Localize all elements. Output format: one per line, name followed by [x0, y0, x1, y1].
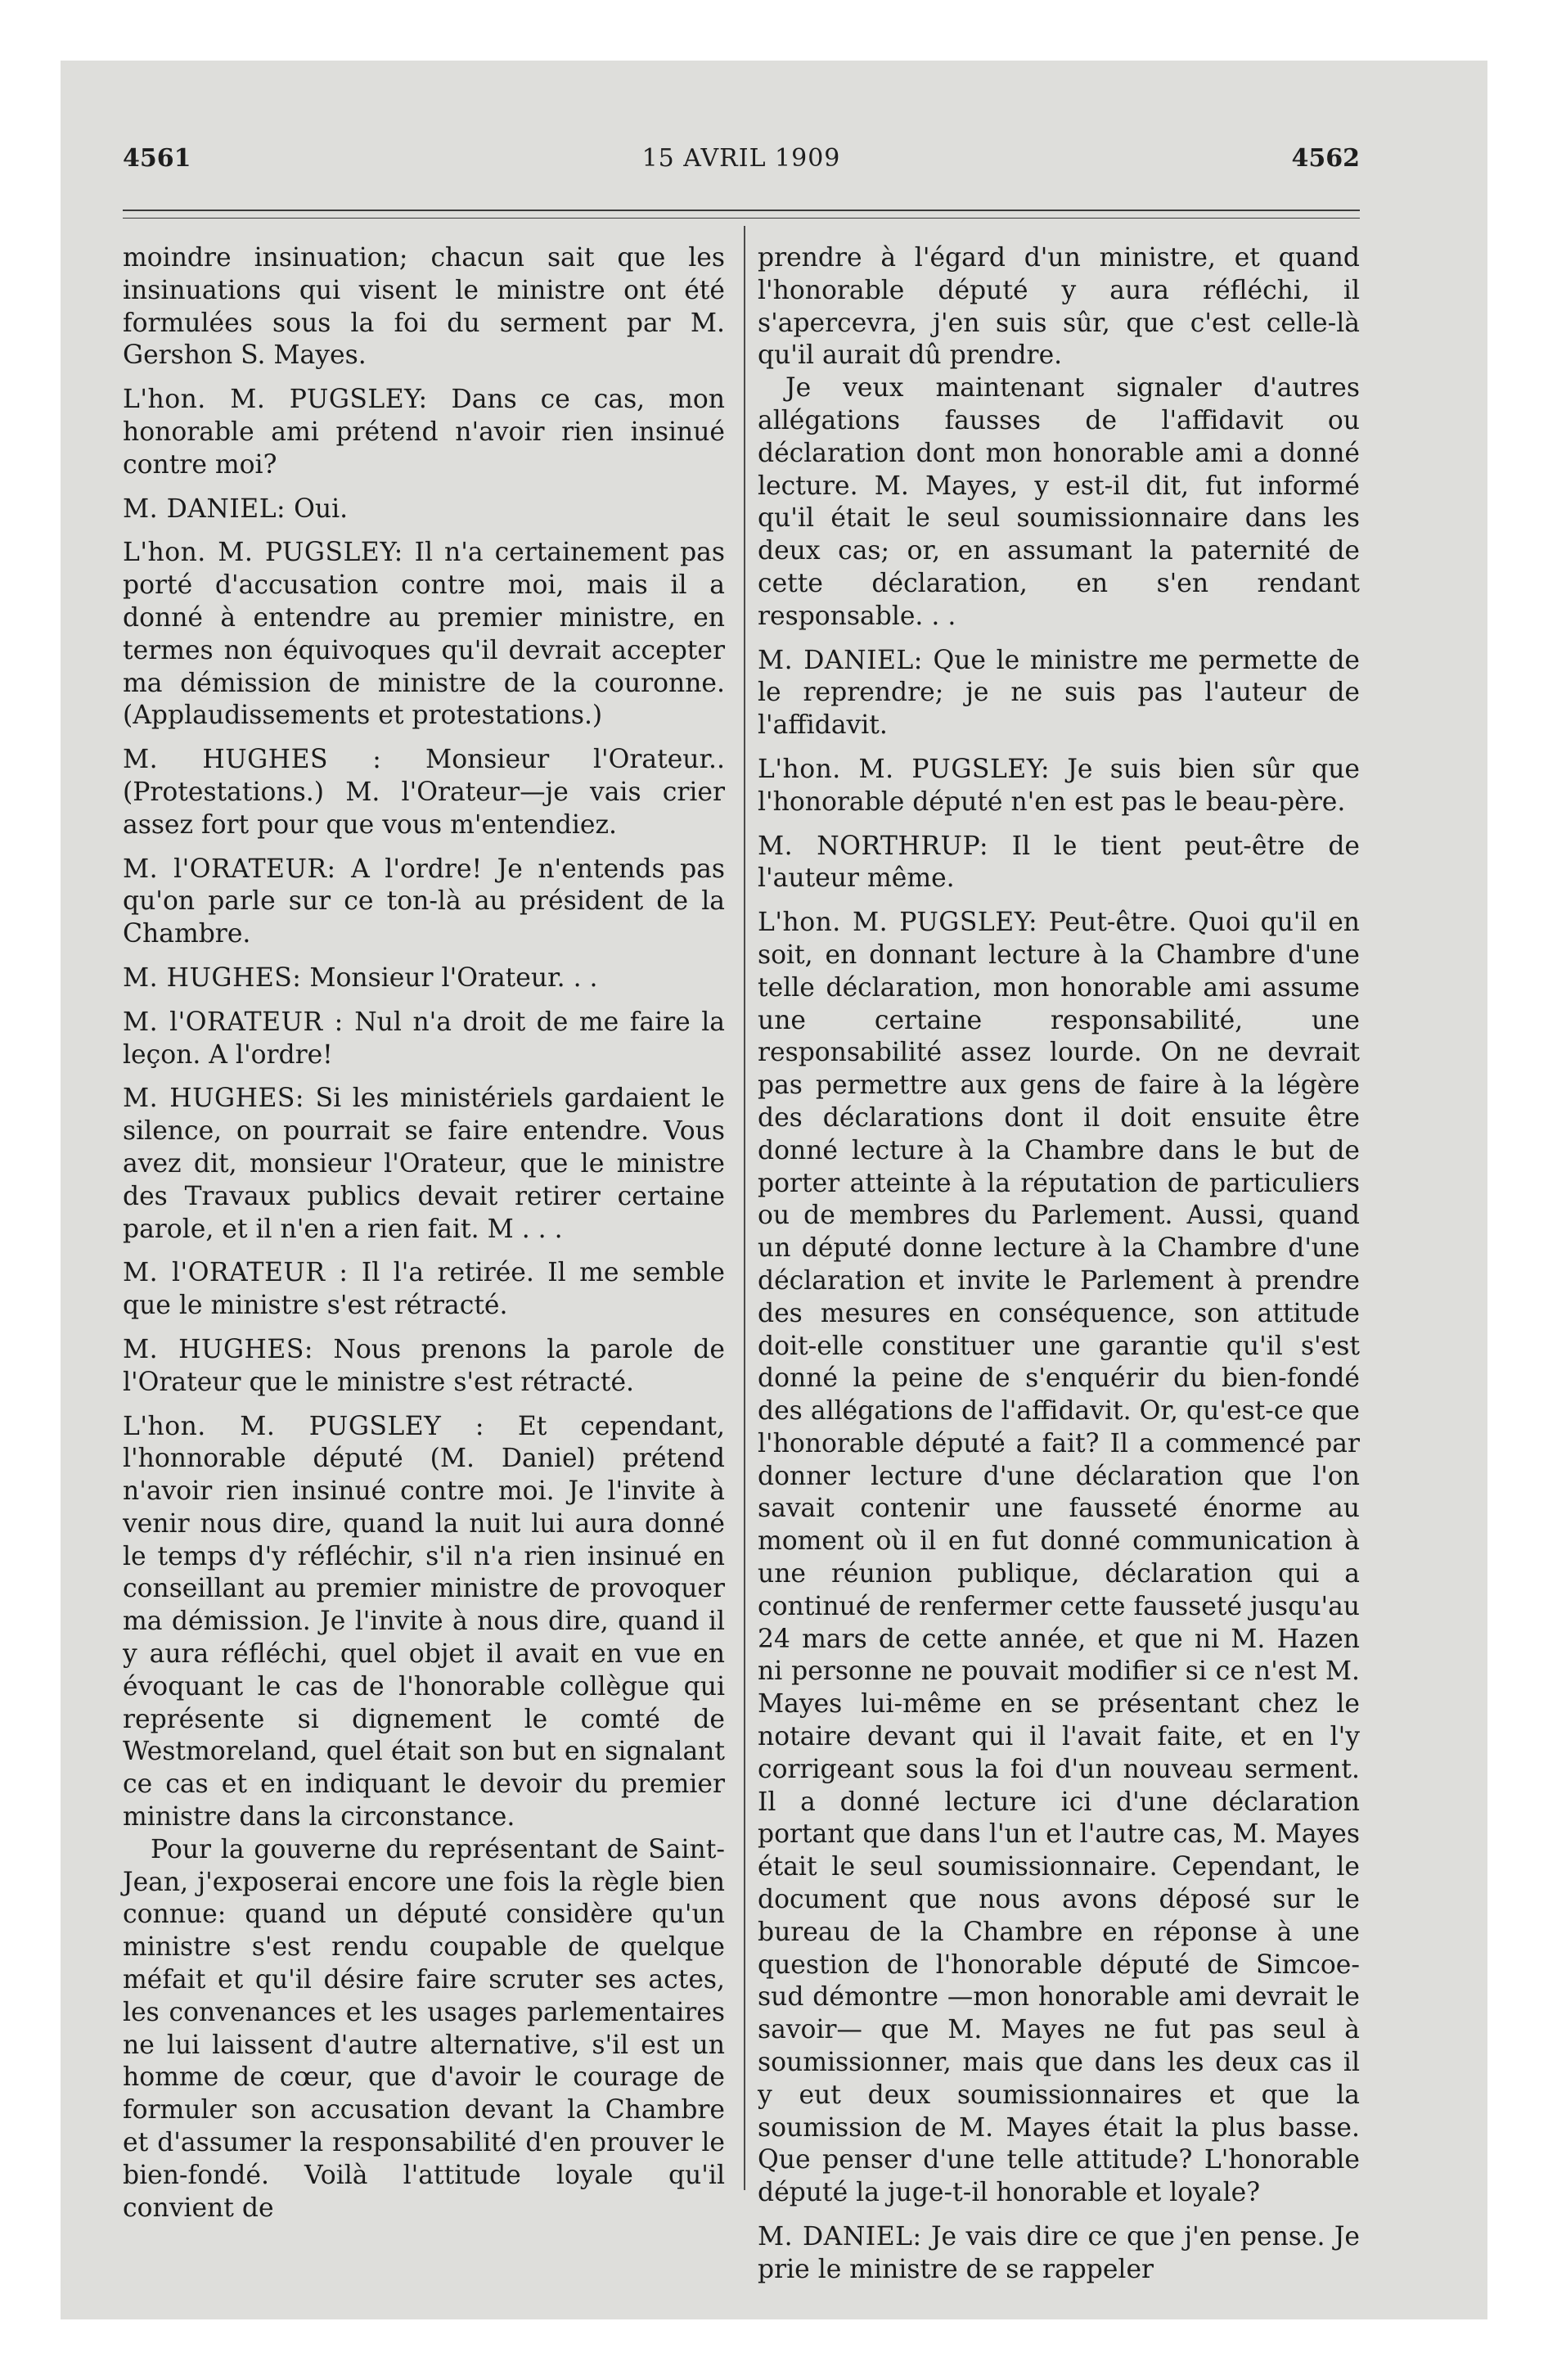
speaker-name: M. DANIEL:: [758, 2222, 922, 2252]
speaker-name: L'hon. M. PUGSLEY:: [123, 385, 428, 415]
paragraph: [758, 754, 1360, 819]
speaker-name: M. l'ORATEUR:: [123, 854, 336, 884]
paragraph: [758, 831, 1360, 896]
speaker-name: M. DANIEL:: [123, 494, 286, 524]
paragraph-text: A l'ordre! Je n'entends pas qu'on parle sur ce ton-là au président de la Chambre.: [123, 854, 726, 949]
speaker-name: L'hon. M. PUGSLEY:: [758, 754, 1051, 784]
paragraph: [758, 372, 1360, 633]
paragraph: [123, 242, 725, 372]
paragraph-text: Il l'a retirée. Il me semble que le ministre s'est rétracté.: [123, 1258, 725, 1321]
speaker-name: L'hon. M. PUGSLEY:: [758, 908, 1038, 938]
speaker-name: M. HUGHES :: [123, 745, 382, 775]
page-header: [123, 136, 1360, 185]
paragraph: [123, 962, 725, 995]
speaker-name: M. l'ORATEUR :: [123, 1007, 344, 1037]
paragraph: [123, 1007, 725, 1072]
paragraph-text: Monsieur l'Orateur. . .: [309, 962, 598, 993]
paragraph-text: Nous prenons la parole de l'Orateur que le ministre s'est rétracté.: [123, 1334, 726, 1397]
header-rule-thin: [123, 218, 1360, 219]
page-date: 15 AVRIL 1909: [641, 144, 841, 173]
paragraph-text: Dans ce cas, mon honorable ami prétend n'avoir rien insinué contre moi?: [123, 385, 725, 480]
paragraph: [123, 1411, 725, 1834]
paragraph-text: moindre insinuation; chacun sait que les insinuations qui visent le ministre ont été formulées sous la foi du serment par M. Gershon S. Mayes.: [123, 243, 725, 371]
left-column: [123, 242, 726, 2223]
speaker-name: M. l'ORATEUR :: [123, 1258, 349, 1288]
right-column: [758, 242, 1360, 2284]
paragraph: [123, 854, 725, 951]
paragraph-text: Monsieur l'Orateur.. (Protestations.) M. l'Orateur—je vais crier assez fort pour que vous m'entendiez.: [123, 745, 726, 840]
paragraph-text: Que le ministre me permette de le reprendre; je ne suis pas l'auteur de l'affidavit.: [758, 645, 1360, 741]
paragraph-text: Si les ministériels gardaient le silence, on pourrait se faire entendre. Vous avez dit, monsieur l'Orateur, que le ministre des Travaux publics devait retirer certaine parole, et il n'en a rien fait. M . . .: [123, 1084, 725, 1244]
paragraph: [758, 242, 1360, 372]
paragraph: [123, 1257, 725, 1323]
paragraph-text: Pour la gouverne du représentant de Saint-Jean, j'exposerai encore une fois la règle bien connue: quand un député considère qu'un ministre s'est rendu coupable de quelque méfait et qu'il désire faire scruter ses actes, les convenances et les usages parlementaires ne lui laissent d'autre alternative, s'il est un homme de cœur, que d'avoir le courage de formuler son accusation devant la Chambre et d'assumer la responsabilité d'en prouver le bien-fondé. Voilà l'attitude loyale qu'il convient de: [123, 1834, 725, 2223]
paragraph: [123, 1083, 725, 1246]
paragraph-text: Peut-être. Quoi qu'il en soit, en donnant lecture à la Chambre d'une telle déclaration, mon honorable ami assume une certaine responsabilité, une responsabilité assez lourde. On ne devrait pas permettre aux gens de faire à la légère des déclarations dont il doit ensuite être donné lecture à la Chambre dans le but de porter atteinte à la réputation de particuliers ou de membres du Parlement. Aussi, quand un député donne lecture à la Chambre d'une déclaration et invite le Parlement à prendre des mesures en conséquence, son attitude doit-elle constituer une garantie qu'il s'est donné la peine de s'enquérir du bien-fondé des allégations de l'affidavit. Or, qu'est-ce que l'honorable député a fait? Il a commencé par donner lecture d'une déclaration que l'on savait contenir une fausseté énorme au moment où il en fut donné communication à une réunion publique, déclaration qui a continué de renfermer cette fausseté jusqu'au 24 mars de cette année, et que ni M. Hazen ni personne ne pouvait modifier si ce n'est M. Mayes lui-même en se présentant chez le notaire devant qui il l'avait faite, et en l'y corrigeant sous la foi d'un nouveau serment. Il a donné lecture ici d'une déclaration portant que dans l'un et l'autre cas, M. Mayes était le seul soumissionnaire. Cependant, le document que nous avons déposé sur le bureau de la Chambre en réponse à une question de l'honorable député de Simcoe-sud démontre —mon honorable ami devrait le savoir— que M. Mayes ne fut pas seul à soumissionner, mais que dans les deux cas il y eut deux soumissionnaires et que la soumission de M. Mayes était la plus basse. Que penser d'une telle attitude? L'honorable député la juge-t-il honorable et loyale?: [758, 908, 1360, 2208]
paragraph: [123, 494, 725, 526]
paragraph-text: Il le tient peut-être de l'auteur même.: [758, 831, 1360, 894]
paragraph-text: Je suis bien sûr que l'honorable député n'en est pas le beau-père.: [758, 754, 1360, 817]
paragraph: [123, 1334, 725, 1400]
speaker-name: M. HUGHES:: [123, 1334, 313, 1364]
header-rule: [123, 210, 1360, 211]
paragraph: [758, 2221, 1360, 2287]
speaker-name: M. HUGHES:: [123, 962, 302, 993]
paragraph-text: Nul n'a droit de me faire la leçon. A l'ordre!: [123, 1007, 725, 1070]
paragraph: [123, 744, 725, 841]
paragraph: [123, 537, 725, 732]
paragraph-text: Il n'a certainement pas porté d'accusation contre moi, mais il a donné à entendre au premier ministre, en termes non équivoques qu'il devrait accepter ma démission de ministre de la couronne. (Applaudissements et protestations.): [123, 538, 725, 731]
paragraph-text: Oui.: [294, 494, 349, 524]
speaker-name: L'hon. M. PUGSLEY:: [123, 538, 403, 568]
paragraph-text: Je vais dire ce que j'en pense. Je prie le ministre de se rappeler: [758, 2222, 1360, 2284]
page-number-left: 4561: [123, 144, 191, 173]
paragraph-text: prendre à l'égard d'un ministre, et quand l'honorable député y aura réfléchi, il s'apercevra, j'en suis sûr, que c'est celle-là qu'il aurait dû prendre.: [758, 243, 1360, 371]
column-divider: [744, 226, 745, 2190]
speaker-name: L'hon. M. PUGSLEY :: [123, 1411, 484, 1441]
paragraph-text: Et cependant, l'honnorable député (M. Daniel) prétend n'avoir rien insinué contre moi. Je l'invite à venir nous dire, quand la nuit lui aura donné le temps d'y réfléchir, s'il n'a rien insinué en conseillant au premier ministre de provoquer ma démission. Je l'invite à nous dire, quand il y aura réfléchi, quel objet il avait en vue en évoquant le cas de l'honorable collègue qui représente si dignement le comté de Westmoreland, quel était son but en signalant ce cas et en indiquant le devoir du premier ministre dans la circonstance.: [123, 1411, 725, 1832]
paragraph: [758, 645, 1360, 742]
paragraph-text: Je veux maintenant signaler d'autres allégations fausses de l'affidavit ou déclaration dont mon honorable ami a donné lecture. M. Mayes, y est-il dit, fut informé qu'il était le seul soumissionnaire dans les deux cas; or, en assumant la paternité de cette déclaration, en s'en rendant responsable. . .: [758, 373, 1360, 631]
page-number-right: 4562: [1291, 144, 1360, 173]
speaker-name: M. NORTHRUP:: [758, 831, 989, 861]
paragraph: [123, 1834, 725, 2225]
paragraph: [123, 384, 725, 481]
paragraph: [758, 907, 1360, 2210]
speaker-name: M. HUGHES:: [123, 1084, 304, 1114]
speaker-name: M. DANIEL:: [758, 645, 923, 675]
